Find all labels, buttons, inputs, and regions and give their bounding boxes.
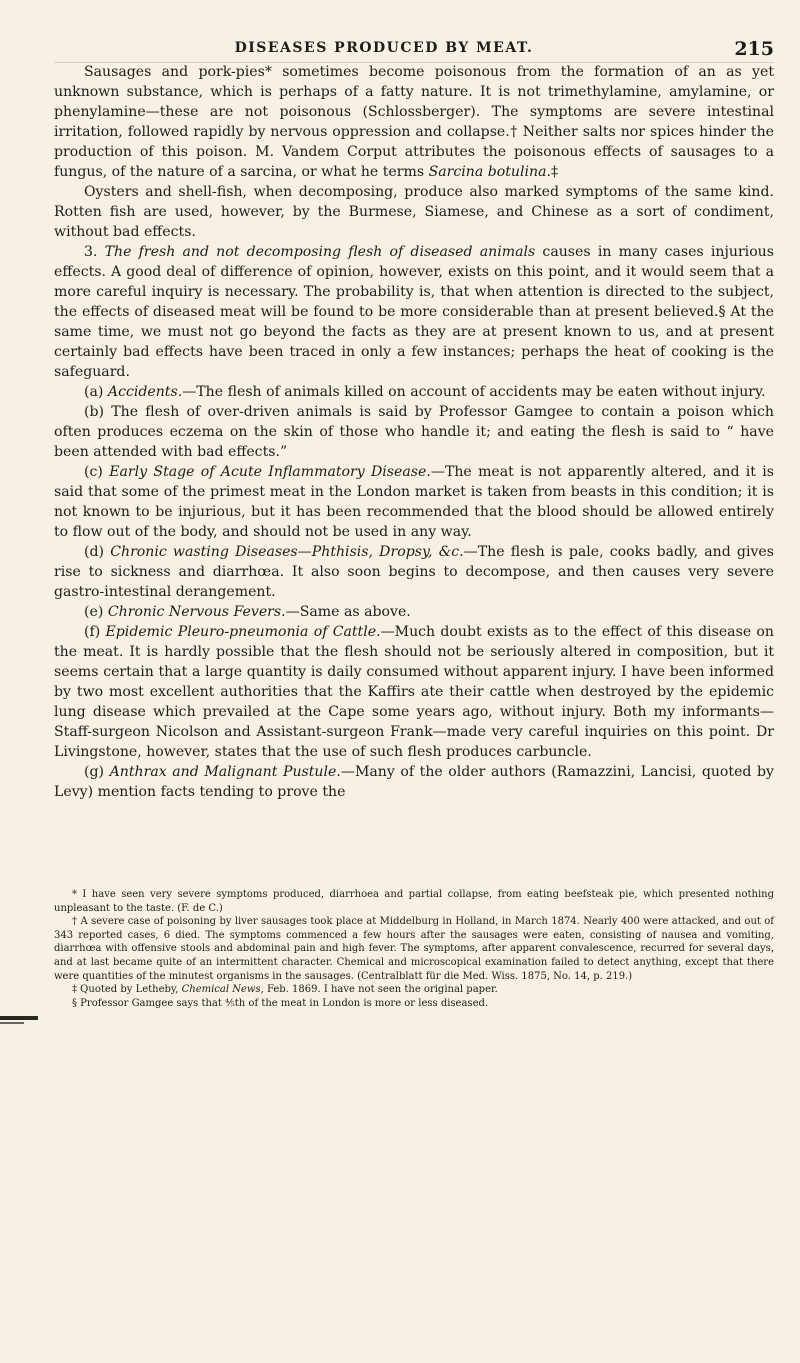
paragraph: [54, 542, 774, 602]
text-run-italic: Chronic wasting Diseases—Phthisis, Dropsy, &c.: [110, 544, 464, 560]
text-run: —The flesh is pale, cooks badly, and gives rise to sickness and diarrhœa. It also soon begins to decompose, and then causes very severe gastro-intestinal derangement.: [54, 544, 774, 600]
text-run: —Same as above.: [285, 604, 411, 620]
page-edge-mark-secondary: [0, 1022, 24, 1024]
footnote-run: * I have seen very severe symptoms produced, diarrhoea and partial collapse, from eating beefsteak pie, which presented nothing unpleasant to the taste. (F. de C.): [54, 889, 774, 914]
text-run: (b) The flesh of over-driven animals is said by Professor Gamgee to contain a poison which often produces eczema on the skin of those who handle it; and eating the flesh is said to “ have been attended with bad effects.”: [54, 404, 774, 460]
paragraph: [54, 602, 774, 622]
paragraph: [54, 382, 774, 402]
text-run-italic: Sarcina botulina.: [428, 164, 551, 180]
text-run: (g): [84, 764, 110, 780]
footnote-run: ‡ Quoted by Letheby,: [72, 984, 182, 996]
text-run: (f): [84, 624, 106, 640]
footnote-run-italic: Chemical News: [181, 984, 261, 996]
text-run: ‡: [550, 164, 559, 180]
text-run: Sausages and pork-pies* sometimes become poisonous from the formation of an as yet unknown substance, which is perhaps of a fatty nature. It is not trimethylamine, amylamine, or phenylamine—these are not poisonous (Schlossberger). The symptoms are severe intestinal irritation, followed rapidly by nervous oppression and collapse.† Neither salts nor spices hinder the production of this poison. M. Vandem Corput attributes the poisonous effects of sausages to a fungus, of the nature of a sarcina, or what he terms: [54, 64, 774, 180]
paragraph: [54, 402, 774, 462]
text-run: 3.: [84, 244, 105, 260]
footnotes: [54, 888, 774, 1010]
text-run: —The flesh of animals killed on account of accidents may be eaten without injury.: [182, 384, 766, 400]
page-header: [54, 38, 774, 63]
running-head: DISEASES PRODUCED BY MEAT.: [234, 40, 534, 56]
text-run-italic: Accidents.: [107, 384, 183, 400]
paragraph: [54, 622, 774, 762]
text-run-italic: Anthrax and Malignant Pustule.: [109, 764, 341, 780]
paragraph: [54, 242, 774, 382]
footnote-run: † A severe case of poisoning by liver sausages took place at Middelburg in Holland, in March 1874. Nearly 400 were attacked, and out of 343 reported cases, 6 died. The symptoms commenced a few hours after the sausages were eaten, consisting of nausea and vomiting, diarrhœa with offensive stools and abdominal pain and high fever. The symptoms, after apparent convalescence, recurred for several days, and at last became quite of an intermittent character. Chemical and microscopical examination failed to detect anything, except that there were quantities of the minutest organisms in the sausages. (Centralblatt für die Med. Wiss. 1875, No. 14, p. 219.): [54, 916, 774, 982]
paragraph: [54, 462, 774, 542]
text-run: (e): [84, 604, 108, 620]
paragraph: [54, 182, 774, 242]
text-run: (a): [84, 384, 108, 400]
text-run: —Much doubt exists as to the effect of this disease on the meat. It is hardly possible that the flesh should not be seriously altered in composition, but it seems certain that a large quantity is daily consumed without apparent injury. I have been informed by two most excellent authorities that the Kaffirs ate their cattle when destroyed by the epidemic lung disease which prevailed at the Cape some years ago, without injury. Both my informants—Staff-surgeon Nicolson and Assistant-surgeon Frank—made very careful inquiries on this point. Dr Livingstone, however, states that the use of such flesh produces carbuncle.: [54, 624, 774, 760]
footnote: [54, 888, 774, 915]
text-run-italic: Epidemic Pleuro-pneumonia of Cattle.: [105, 624, 381, 640]
text-run: (c): [84, 464, 110, 480]
text-run: Oysters and shell-fish, when decomposing, produce also marked symptoms of the same kind. Rotten fish are used, however, by the Burmese, Siamese, and Chinese as a sort of condiment, without bad effects.: [54, 184, 774, 240]
text-run: —The meat is not apparently altered, and it is said that some of the primest meat in the London market is taken from beasts in this condition; it is not known to be injurious, but it has been recommended that the blood should be allowed entirely to flow out of the body, and should not be used in any way.: [54, 464, 774, 540]
footnote-run: § Professor Gamgee says that ⅘th of the meat in London is more or less diseased.: [72, 997, 489, 1009]
text-run-italic: Chronic Nervous Fevers.: [107, 604, 286, 620]
footnote: [54, 983, 774, 997]
text-run-italic: Early Stage of Acute Inflammatory Disease.: [109, 464, 431, 480]
text-run: causes in many cases injurious effects. A good deal of difference of opinion, however, exists on this point, and it would seem that a more careful inquiry is necessary. The probability is, that when attention is directed to the subject, the effects of diseased meat will be found to be more considerable than at present believed.§ At the same time, we must not go beyond the facts as they are at present known to us, and at present certainly bad effects have been traced in only a few instances; perhaps the heat of cooking is the safeguard.: [54, 244, 774, 380]
paragraph: [54, 762, 774, 802]
body-text: [54, 62, 774, 802]
text-run-italic: The fresh and not decomposing flesh of diseased animals: [104, 244, 536, 260]
paragraph: [54, 62, 774, 182]
footnote: [54, 997, 774, 1011]
footnote: [54, 915, 774, 983]
text-run: (d): [84, 544, 111, 560]
page-number: 215: [734, 38, 774, 60]
page-edge-mark: [0, 1016, 38, 1020]
text-run: —Many of the older authors (Ramazzini, Lancisi, quoted by Levy) mention facts tending to prove the: [54, 764, 774, 800]
footnote-run: , Feb. 1869. I have not seen the original paper.: [260, 984, 498, 996]
